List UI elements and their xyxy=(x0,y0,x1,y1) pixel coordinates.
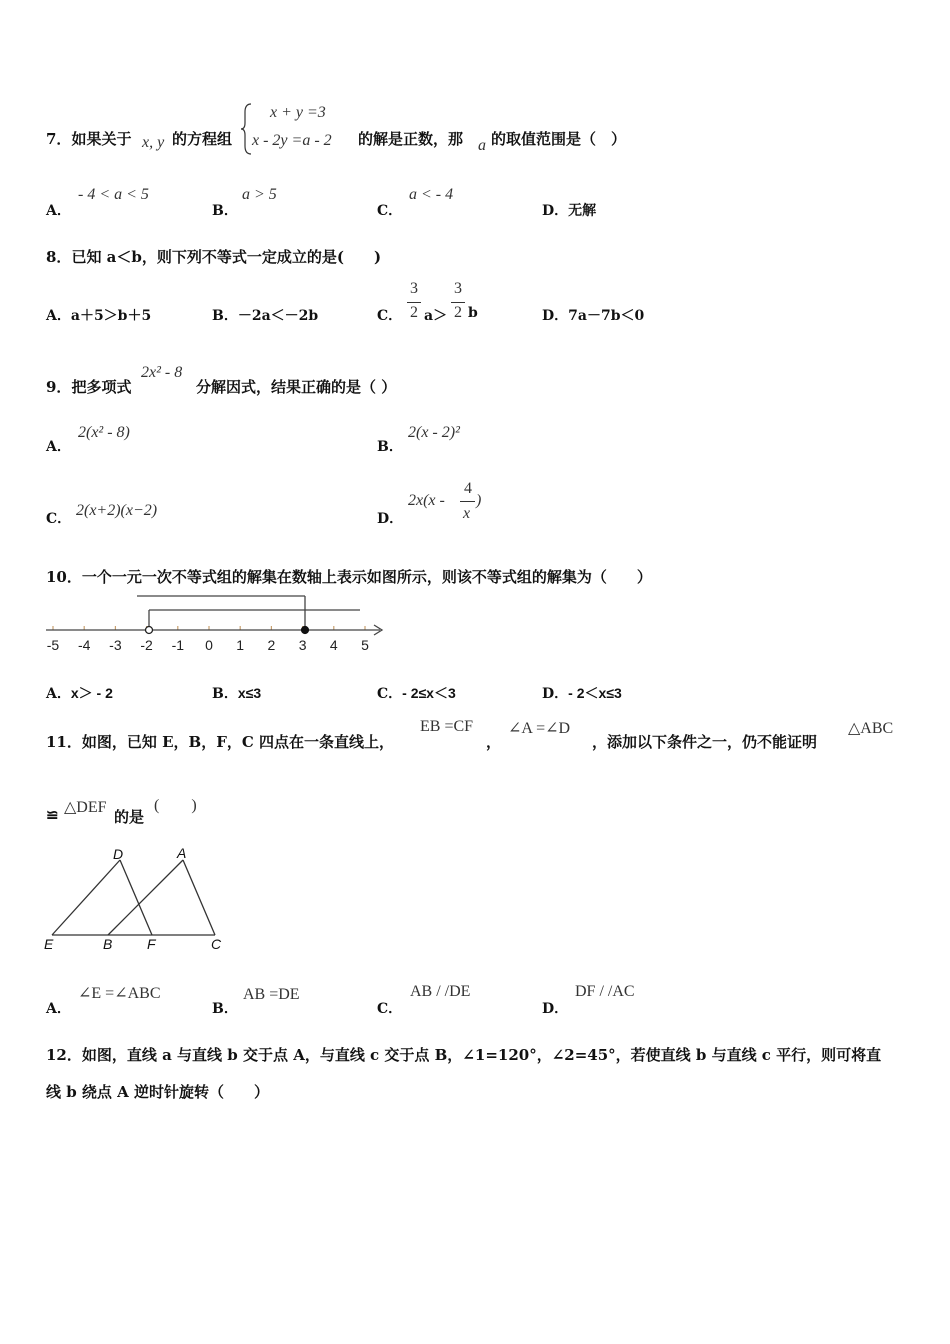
q11-option-c: AB / /DE xyxy=(410,983,471,1000)
q8-c-end: b xyxy=(468,305,478,321)
q11-stem-2: ，添加以下条件之一，仍不能证明 xyxy=(592,733,818,751)
q9-d-post: ) xyxy=(476,492,482,509)
q10-tick-label: -3 xyxy=(109,637,122,653)
q11-option-a: ∠E =∠ABC xyxy=(78,985,161,1002)
q8-c-frac1-num: 3 xyxy=(410,280,418,297)
q11-answer-paren: ( ) xyxy=(154,797,197,814)
q8-option-c-label[interactable]: C． xyxy=(377,308,403,324)
q11-option-d: DF / /AC xyxy=(575,983,635,1000)
q7-option-b-label[interactable]: B． xyxy=(212,203,238,219)
q11-stem-3: 的是 xyxy=(114,808,145,826)
q11-option-d-label[interactable]: D． xyxy=(542,1001,569,1017)
q10-tick-label: 4 xyxy=(329,637,338,653)
q7-var-a: a xyxy=(478,137,486,154)
q11-triangle-def: △DEF xyxy=(64,799,107,816)
q10-tick-label: 5 xyxy=(361,637,369,653)
q10-tick-label: 1 xyxy=(236,637,245,653)
q9-d-frac-den: x xyxy=(463,505,471,522)
q8-option-a[interactable]: A．a＋5＞b＋5 xyxy=(46,308,152,324)
q11-option-b: AB =DE xyxy=(243,986,300,1003)
q8-option-b[interactable]: B．－2a＜－2b xyxy=(212,308,319,324)
q7-option-c-label[interactable]: C． xyxy=(377,203,403,219)
q9-d-pre: 2x(x - xyxy=(408,492,445,509)
q11-point-a: A xyxy=(177,845,187,861)
q11-point-f: F xyxy=(147,936,156,952)
q11-condition-2: ∠A =∠D xyxy=(508,720,571,737)
q10-tick-label: -2 xyxy=(140,637,153,653)
q10-option-c[interactable]: C．- 2≤x＜3 xyxy=(377,685,456,702)
q8-c-frac2-bar xyxy=(451,302,465,303)
q11-option-c-label[interactable]: C． xyxy=(377,1001,403,1017)
q8-stem: 8．已知 a＜b，则下列不等式一定成立的是( ) xyxy=(46,248,382,266)
q9-option-b: 2(x - 2)² xyxy=(408,424,460,441)
q8-c-frac1-bar xyxy=(407,302,421,303)
q10-option-d[interactable]: D．- 2＜x≤3 xyxy=(542,685,622,702)
q10-tick-label: 3 xyxy=(298,637,307,653)
q10-number-line xyxy=(40,590,390,658)
q10-tick-label: 2 xyxy=(267,637,276,653)
q9-option-b-label[interactable]: B． xyxy=(377,439,403,455)
q7-vars: x, y xyxy=(142,134,165,151)
q11-condition-1: EB =CF xyxy=(420,718,474,735)
q9-d-frac-bar xyxy=(460,501,475,502)
q11-stem-1: 11．如图，已知 E，B，F，C 四点在一条直线上， xyxy=(46,733,395,751)
q7-stem-4: 的取值范围是（ ） xyxy=(491,130,627,148)
q9-option-c-label[interactable]: C． xyxy=(46,511,72,527)
q7-option-a-label[interactable]: A． xyxy=(46,203,71,219)
q11-congruent-sign: ≌ xyxy=(46,806,59,824)
q7-stem-2: 的方程组 xyxy=(172,130,233,148)
q7-option-c: a < - 4 xyxy=(409,186,454,203)
q11-option-b-label[interactable]: B． xyxy=(212,1001,238,1017)
q10-tick-label: -1 xyxy=(171,637,185,653)
q11-point-c: C xyxy=(211,936,222,952)
q9-polynomial: 2x² - 8 xyxy=(141,364,183,381)
q11-comma: ， xyxy=(486,733,502,751)
q8-c-middle: a＞ xyxy=(424,308,448,324)
q11-option-a-label[interactable]: A． xyxy=(46,1001,71,1017)
q10-tick-label: -5 xyxy=(46,637,60,653)
q7-stem-3: 的解是正数，那 xyxy=(358,130,464,148)
q9-stem-2: 分解因式，结果正确的是（ ） xyxy=(196,378,397,396)
q7-equation-1: x + y =3 xyxy=(270,104,326,121)
q10-closed-point xyxy=(302,627,309,634)
q10-option-b[interactable]: B．x≤3 xyxy=(212,685,262,702)
q9-option-c: 2(x+2)(x−2) xyxy=(76,502,158,519)
q7-option-b: a > 5 xyxy=(242,186,277,203)
q7-option-d[interactable]: D．无解 xyxy=(542,203,597,219)
q11-point-e: E xyxy=(44,936,54,952)
q10-stem: 10．一个一元一次不等式组的解集在数轴上表示如图所示，则该不等式组的解集为（ ） xyxy=(46,568,652,586)
q7-option-a: - 4 < a < 5 xyxy=(78,186,149,203)
q11-triangle-abc: △ABC xyxy=(848,720,894,737)
q11-point-d: D xyxy=(113,846,124,862)
q7-stem-1: 7．如果关于 xyxy=(46,130,132,148)
q8-c-frac2-num: 3 xyxy=(454,280,462,297)
q8-c-frac2-den: 2 xyxy=(454,304,462,321)
q8-option-d[interactable]: D．7a－7b＜0 xyxy=(542,308,645,324)
q9-option-a: 2(x² - 8) xyxy=(78,424,130,441)
q12-stem-line-1: 12．如图，直线 a 与直线 b 交于点 A，与直线 c 交于点 B，∠1=120°，∠2=45°，若使直线 b 与直线 c 平行，则可将直 xyxy=(46,1046,882,1064)
q12-stem-line-2: 线 b 绕点 A 逆时针旋转（ ） xyxy=(46,1083,270,1101)
q8-c-frac1-den: 2 xyxy=(410,304,418,321)
q10-tick-label: 0 xyxy=(205,637,213,653)
q9-option-d-label[interactable]: D． xyxy=(377,511,404,527)
q9-option-a-label[interactable]: A． xyxy=(46,439,71,455)
q11-point-b: B xyxy=(103,936,113,952)
q11-triangle-figure xyxy=(40,840,240,955)
q9-d-frac-num: 4 xyxy=(464,480,472,497)
q9-stem-1: 9．把多项式 xyxy=(46,378,132,396)
q10-option-a[interactable]: A．x＞ - 2 xyxy=(46,685,113,702)
q10-open-point xyxy=(146,627,153,634)
q7-equation-2: x - 2y =a - 2 xyxy=(252,132,332,149)
q10-tick-label: -4 xyxy=(77,637,91,653)
